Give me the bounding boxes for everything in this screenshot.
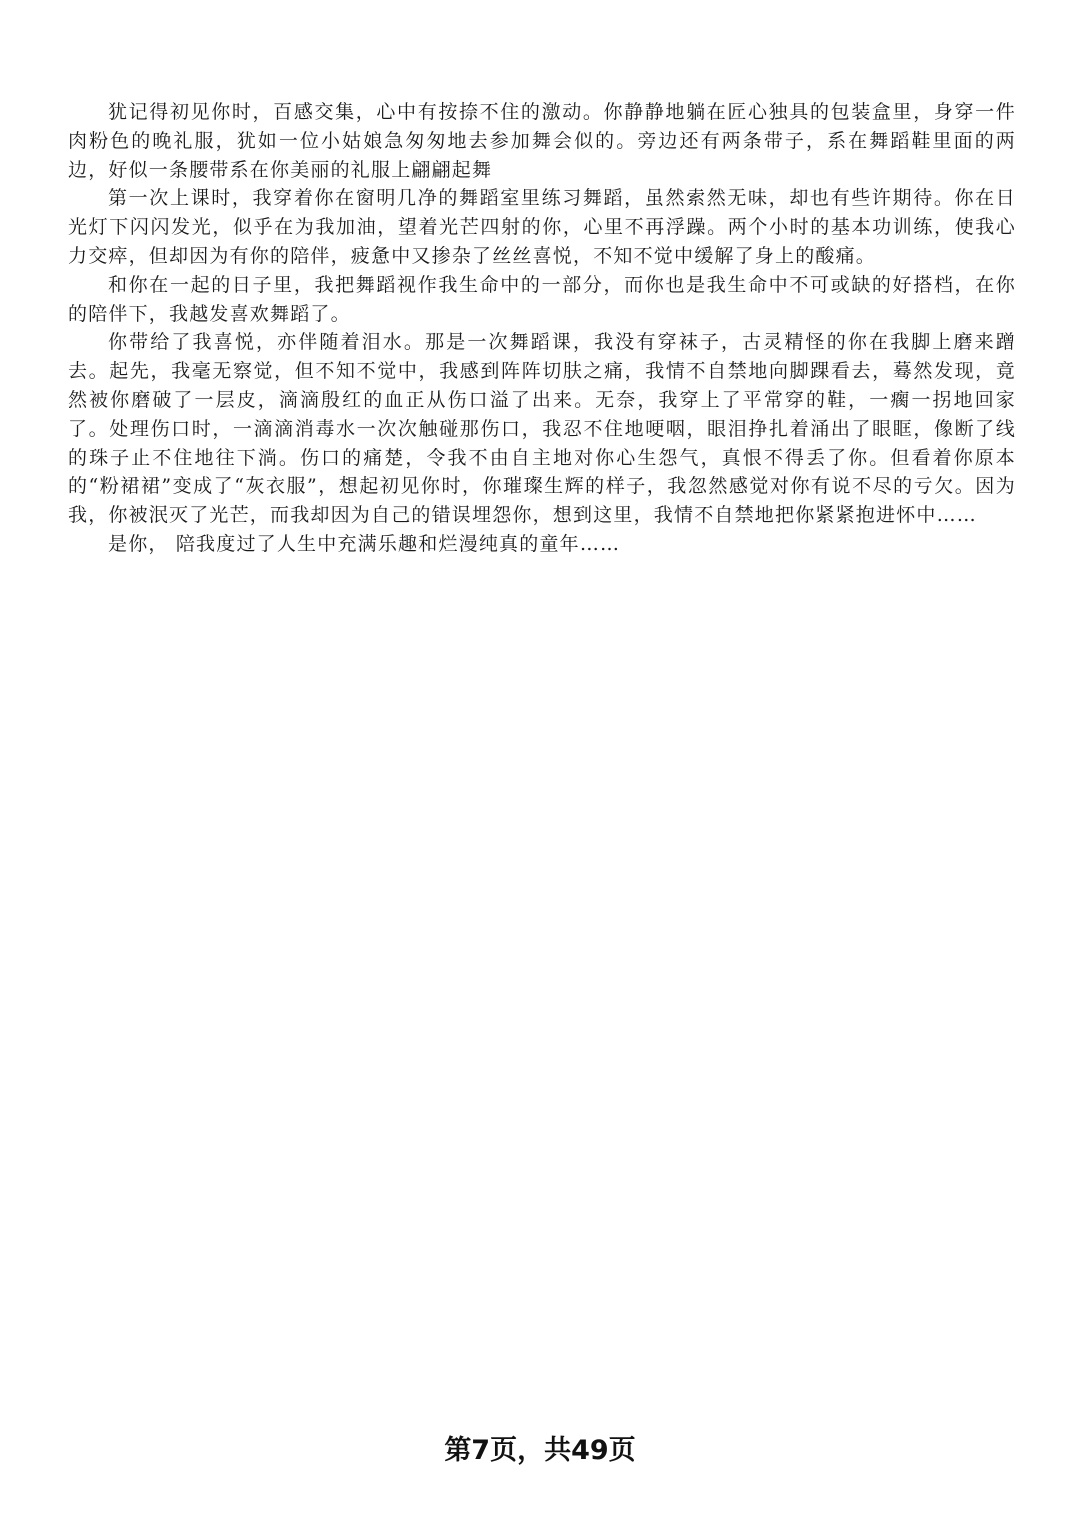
paragraph-first-meeting: 犹记得初见你时，百感交集，心中有按捺不住的激动。你静静地躺在匠心独具的包装盒里，身穿一件肉粉色的晚礼服，犹如一位小姑娘急匆匆地去参加舞会似的。旁边还有两条带子，系在舞蹈鞋里面的两边，好似一条腰带系在你美丽的礼服上翩翩起舞	[68, 101, 1016, 181]
essay-body	[68, 98, 1016, 559]
paragraph-first-class: 第一次上课时，我穿着你在窗明几净的舞蹈室里练习舞蹈，虽然索然无味，却也有些许期待。你在日光灯下闪闪发光，似乎在为我加油，望着光芒四射的你，心里不再浮躁。两个小时的基本功训练，使我心力交瘁，但却因为有你的陪伴，疲惫中又掺杂了丝丝喜悦，不知不觉中缓解了身上的酸痛。	[68, 187, 1016, 267]
page-number-footer: 第7页，共49页	[444, 1435, 636, 1466]
paragraph-joy-and-tears: 你带给了我喜悦，亦伴随着泪水。那是一次舞蹈课，我没有穿袜子，古灵精怪的你在我脚上磨来蹭去。起先，我毫无察觉，但不知不觉中，我感到阵阵切肤之痛，我情不自禁地向脚踝看去，蓦然发现，竟然被你磨破了一层皮，滴滴殷红的血正从伤口溢了出来。无奈，我穿上了平常穿的鞋，一瘸一拐地回家了。处理伤口时，一滴滴消毒水一次次触碰那伤口，我忍不住地哽咽，眼泪挣扎着涌出了眼眶，像断了线的珠子止不住地往下淌。伤口的痛楚，令我不由自主地对你心生怨气，真恨不得丢了你。但看着你原本的“粉裙裙”变成了“灰衣服”，想起初见你时，你璀璨生辉的样子，我忽然感觉对你有说不尽的亏欠。因为我，你被泯灭了光芒，而我却因为自己的错误埋怨你，想到这里，我情不自禁地把你紧紧抱进怀中……	[68, 331, 1016, 527]
paragraph-days-together: 和你在一起的日子里，我把舞蹈视作我生命中的一部分，而你也是我生命中不可或缺的好搭档，在你的陪伴下，我越发喜欢舞蹈了。	[68, 273, 1016, 325]
paragraph-conclusion: 是你， 陪我度过了人生中充满乐趣和烂漫纯真的童年……	[108, 532, 621, 555]
